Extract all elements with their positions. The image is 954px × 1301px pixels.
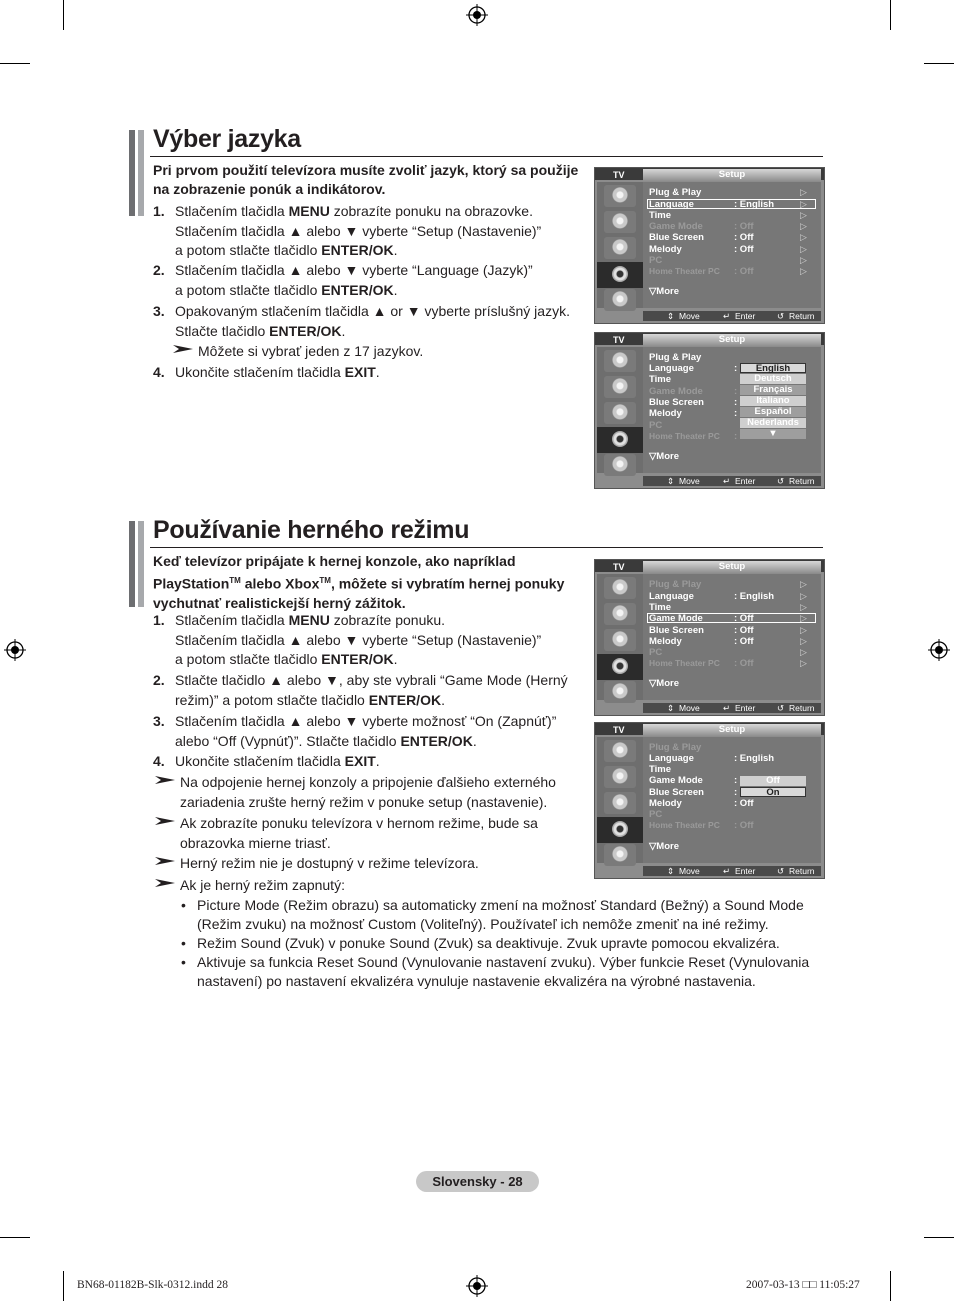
channel-icon [604, 792, 636, 814]
menu-value: : [734, 431, 738, 442]
move-icon: ⇕ [667, 703, 675, 713]
menu-item: Language [649, 199, 694, 210]
language-option: Deutsch [740, 374, 806, 384]
right-arrow-icon: ▷ [800, 647, 807, 657]
setup-title: Setup [643, 724, 821, 736]
menu-value: : Off [734, 798, 754, 809]
step-line: a potom stlačte tlačidlo ENTER/OK. [175, 281, 398, 298]
language-option: English [740, 363, 806, 373]
heading-rule [150, 547, 823, 548]
right-arrow-icon: ▷ [800, 625, 807, 635]
right-arrow-icon: ▷ [800, 187, 807, 197]
menu-value: : Off [734, 636, 754, 647]
input-icon [604, 454, 636, 476]
note-arrow-icon [155, 878, 175, 888]
tv-menu-screen-4 [594, 722, 825, 879]
tv-menu-screen-2 [594, 332, 825, 489]
crop-mark [0, 63, 30, 64]
intro-text [153, 552, 564, 613]
menu-item: Home Theater PC [649, 820, 720, 830]
crop-mark [63, 1271, 64, 1301]
sound-icon [604, 603, 636, 625]
step-number: 4. [153, 364, 165, 380]
tv-label: TV [613, 170, 625, 180]
note-arrow-icon [155, 775, 175, 785]
move-label: Move [679, 311, 700, 321]
enter-label: Enter [735, 476, 756, 486]
registration-mark-icon [928, 639, 950, 661]
input-icon [604, 681, 636, 703]
menu-item: Plug & Play [649, 579, 702, 590]
registration-mark-icon [466, 1275, 488, 1297]
bullet-text: (Režim zvuku) na možnosť Custom (Voliteľný). Používateľ ich nemôže zmeniť na iné režimy. [197, 916, 769, 932]
picture-icon [604, 577, 636, 599]
right-arrow-icon: ▷ [800, 255, 807, 265]
move-label: Move [679, 866, 700, 876]
menu-item: Game Mode [649, 775, 703, 786]
game-mode-option: On [740, 787, 806, 797]
step-line: a potom stlačte tlačidlo ENTER/OK. [175, 242, 398, 258]
step-line: Ukončite stlačením tlačidla EXIT. [175, 753, 380, 769]
return-label: Return [789, 311, 815, 321]
menu-item: Game Mode [649, 613, 703, 624]
note-arrow-icon [173, 344, 193, 354]
right-arrow-icon: ▷ [800, 221, 807, 231]
note-text: zariadenia zrušte herný režim v ponuke setup (nastavenie). [180, 793, 548, 810]
menu-item: Home Theater PC [649, 658, 720, 668]
menu-item: PC [649, 647, 663, 658]
heading-bar [129, 130, 144, 216]
sound-icon [604, 766, 636, 788]
note-text: Môžete si vybrať jeden z 17 jazykov. [198, 343, 424, 359]
setup-gear-icon [597, 654, 643, 680]
menu-value: : Off [734, 613, 754, 624]
step-number: 3. [153, 713, 165, 729]
move-icon: ⇕ [667, 476, 675, 486]
step-line: režim)” a potom stlačte tlačidlo ENTER/OK. [175, 691, 445, 708]
picture-icon [604, 740, 636, 762]
step-line: Ukončite stlačením tlačidla EXIT. [175, 364, 380, 380]
menu-item: Time [649, 374, 672, 385]
note-arrow-icon [155, 816, 175, 826]
channel-icon [604, 402, 636, 424]
menu-item: Plug & Play [649, 187, 702, 198]
menu-item: Time [649, 602, 672, 613]
menu-item: Melody [649, 408, 682, 419]
menu-item: Game Mode [649, 221, 703, 232]
setup-title: Setup [643, 334, 821, 346]
screen-footer [643, 866, 821, 876]
enter-label: Enter [735, 866, 756, 876]
menu-value: : Off [734, 232, 754, 243]
step-number: 1. [153, 203, 165, 219]
move-label: Move [679, 703, 700, 713]
tv-menu-screen-3 [594, 559, 825, 716]
sound-icon [604, 376, 636, 398]
enter-icon: ↵ [723, 311, 731, 321]
bullet-text: Picture Mode (Režim obrazu) sa automaticky zmení na možnosť Standard (Bežný) a Sound Mode [197, 897, 804, 913]
menu-item: Blue Screen [649, 397, 704, 408]
return-icon: ↺ [777, 476, 785, 486]
screen-footer [643, 703, 821, 713]
icon-sidebar [597, 182, 643, 308]
more-label: ▽More [649, 841, 680, 852]
menu-item: Language [649, 591, 694, 602]
menu-value: : [734, 787, 738, 798]
move-icon: ⇕ [667, 311, 675, 321]
menu-item: Plug & Play [649, 742, 702, 753]
right-arrow-icon: ▷ [800, 636, 807, 646]
icon-sidebar [597, 347, 643, 473]
menu-item: Time [649, 210, 672, 221]
channel-icon [604, 629, 636, 651]
setup-gear-icon [597, 427, 643, 453]
right-arrow-icon: ▷ [800, 232, 807, 242]
return-label: Return [789, 703, 815, 713]
menu-value: : [734, 397, 738, 408]
crop-mark [0, 1237, 30, 1238]
menu-value: : [734, 775, 738, 786]
step-line: Stlačením tlačidla ▲ alebo ▼ vyberte “Setup (Nastavenie)” [175, 222, 542, 239]
crop-mark [890, 0, 891, 30]
right-arrow-icon: ▷ [800, 613, 807, 623]
menu-value: : Off [734, 221, 754, 232]
menu-item: Melody [649, 636, 682, 647]
right-arrow-icon: ▷ [800, 658, 807, 668]
setup-gear-icon [597, 817, 643, 843]
crop-mark [63, 0, 64, 30]
move-icon: ⇕ [667, 866, 675, 876]
note-text: Herný režim nie je dostupný v režime televízora. [180, 855, 479, 871]
sound-icon [604, 211, 636, 233]
step-line: Stlačením tlačidla MENU zobrazíte ponuku na obrazovke. [175, 203, 533, 219]
menu-value: : [734, 363, 738, 374]
menu-value: : English [734, 591, 775, 602]
screen-footer [643, 476, 821, 486]
tv-label: TV [613, 725, 625, 735]
menu-value: : Off [734, 658, 754, 669]
step-line: Stlačením tlačidla MENU zobrazíte ponuku. [175, 612, 446, 628]
note-text: Ak zobrazíte ponuku televízora v hernom režime, bude sa [180, 815, 538, 831]
menu-item: Language [649, 363, 694, 374]
note-text: obrazovka mierne triasť. [180, 834, 331, 851]
menu-value: : [734, 408, 738, 419]
intro-line: PlayStation™ alebo Xbox™, môžete si vybratím hernej ponuky [153, 575, 565, 592]
menu-item: Home Theater PC [649, 266, 720, 276]
enter-icon: ↵ [723, 476, 731, 486]
step-number: 4. [153, 753, 165, 769]
intro-line: na zobrazenie ponúk a indikátorov. [153, 181, 386, 197]
step-number: 2. [153, 262, 165, 278]
menu-item: Game Mode [649, 386, 703, 397]
step-line: a potom stlačte tlačidlo ENTER/OK. [175, 651, 398, 667]
section-title: Používanie herného režimu [153, 516, 470, 544]
step-number: 2. [153, 672, 165, 688]
screen-footer [643, 311, 821, 321]
intro-line: Pri prvom použití televízora musíte zvoliť jazyk, ktorý sa použije [153, 162, 579, 178]
icon-sidebar [597, 737, 643, 863]
return-label: Return [789, 866, 815, 876]
menu-item: Melody [649, 798, 682, 809]
menu-item: Plug & Play [649, 352, 702, 363]
icon-sidebar [597, 574, 643, 700]
more-label: ▽More [649, 286, 680, 297]
tv-label: TV [613, 335, 625, 345]
right-arrow-icon: ▷ [800, 199, 807, 209]
more-label: ▽More [649, 678, 680, 689]
menu-item: Home Theater PC [649, 431, 720, 441]
step-line: Stlačením tlačidla ▲ alebo ▼ vyberte možnosť “On (Zapnúť)” [175, 713, 557, 729]
menu-item: Blue Screen [649, 625, 704, 636]
right-arrow-icon: ▷ [800, 579, 807, 589]
setup-title: Setup [643, 169, 821, 181]
scroll-down-icon: ▼ [740, 429, 806, 439]
picture-icon [604, 350, 636, 372]
menu-value: : Off [734, 820, 754, 831]
page-number: Slovensky - 28 [416, 1171, 539, 1192]
step-line: Stlačte tlačidlo ▲ alebo ▼, aby ste vybrali “Game Mode (Herný [175, 672, 568, 688]
note-arrow-icon [155, 856, 175, 866]
enter-icon: ↵ [723, 703, 731, 713]
step-line: Stlačte tlačidlo ENTER/OK. [175, 322, 346, 339]
heading-bar [129, 521, 144, 607]
language-option: Italiano [740, 396, 806, 406]
crop-mark [924, 1237, 954, 1238]
setup-gear-icon [597, 262, 643, 288]
menu-item: PC [649, 420, 663, 431]
menu-value: : Off [734, 625, 754, 636]
game-mode-option: Off [740, 776, 806, 786]
bullet-text: nastavení) po nastavení ekvalizéra vynuluje nastavenie ekvalizéra na výrobné nastavenia. [197, 973, 756, 989]
return-label: Return [789, 476, 815, 486]
menu-value: : Off [734, 244, 754, 255]
menu-item: Blue Screen [649, 787, 704, 798]
language-option: Español [740, 407, 806, 417]
picture-icon [604, 185, 636, 207]
bullet-text: Režim Sound (Zvuk) v ponuke Sound (Zvuk) sa deaktivuje. Zvuk upravte pomocou ekvalizéra. [197, 935, 780, 951]
return-icon: ↺ [777, 703, 785, 713]
note-text: Ak je herný režim zapnutý: [180, 877, 345, 893]
setup-title: Setup [643, 561, 821, 573]
crop-mark [890, 1271, 891, 1301]
menu-item: Language [649, 753, 694, 764]
tv-menu-screen-1 [594, 167, 825, 324]
intro-line: Keď televízor pripájate k hernej konzole, ako napríklad [153, 553, 516, 569]
right-arrow-icon: ▷ [800, 602, 807, 612]
step-number: 1. [153, 612, 165, 628]
menu-value: : Off [734, 266, 754, 277]
note-text: Na odpojenie hernej konzoly a pripojenie ďalšieho externého [180, 774, 556, 790]
section-title: Výber jazyka [153, 125, 301, 153]
language-option: Français [740, 385, 806, 395]
right-arrow-icon: ▷ [800, 266, 807, 276]
input-icon [604, 289, 636, 311]
channel-icon [604, 237, 636, 259]
intro-line: vychutnať realistickejší herný zážitok. [153, 594, 406, 611]
crop-mark [924, 63, 954, 64]
bullet-dot: • [181, 954, 186, 970]
right-arrow-icon: ▷ [800, 591, 807, 601]
bullet-dot: • [181, 935, 186, 951]
intro-text [153, 161, 578, 199]
menu-item: PC [649, 809, 663, 820]
registration-mark-icon [466, 4, 488, 26]
return-icon: ↺ [777, 311, 785, 321]
step-line: Stlačením tlačidla ▲ alebo ▼ vyberte “Setup (Nastavenie)” [175, 631, 542, 648]
input-icon [604, 844, 636, 866]
menu-item: Time [649, 764, 672, 775]
menu-value: : English [734, 753, 775, 764]
return-icon: ↺ [777, 866, 785, 876]
menu-item: PC [649, 255, 663, 266]
menu-item: Blue Screen [649, 232, 704, 243]
move-label: Move [679, 476, 700, 486]
registration-mark-icon [4, 639, 26, 661]
menu-item: Melody [649, 244, 682, 255]
step-line: Stlačením tlačidla ▲ alebo ▼ vyberte “Language (Jazyk)” [175, 262, 533, 278]
bullet-dot: • [181, 897, 186, 913]
heading-rule [150, 156, 823, 157]
step-number: 3. [153, 303, 165, 319]
enter-label: Enter [735, 311, 756, 321]
step-line: Opakovaným stlačením tlačidla ▲ or ▼ vyberte príslušný jazyk. [175, 303, 570, 319]
right-arrow-icon: ▷ [800, 210, 807, 220]
language-option: Nederlands [740, 418, 806, 428]
footer-timestamp: 2007-03-13 □□ 11:05:27 [746, 1279, 860, 1291]
bullet-text: Aktivuje sa funkcia Reset Sound (Vynulovanie nastavení zvuku). Výber funkcie Reset (Vynulovania [197, 954, 810, 970]
right-arrow-icon: ▷ [800, 244, 807, 254]
enter-label: Enter [735, 703, 756, 713]
enter-icon: ↵ [723, 866, 731, 876]
step-line: alebo “Off (Vypnúť)”. Stlačte tlačidlo ENTER/OK. [175, 732, 477, 749]
tv-label: TV [613, 562, 625, 572]
more-label: ▽More [649, 451, 680, 462]
menu-value: : English [734, 199, 775, 210]
menu-value: : [734, 386, 738, 397]
footer-filename: BN68-01182B-Slk-0312.indd 28 [77, 1279, 228, 1291]
